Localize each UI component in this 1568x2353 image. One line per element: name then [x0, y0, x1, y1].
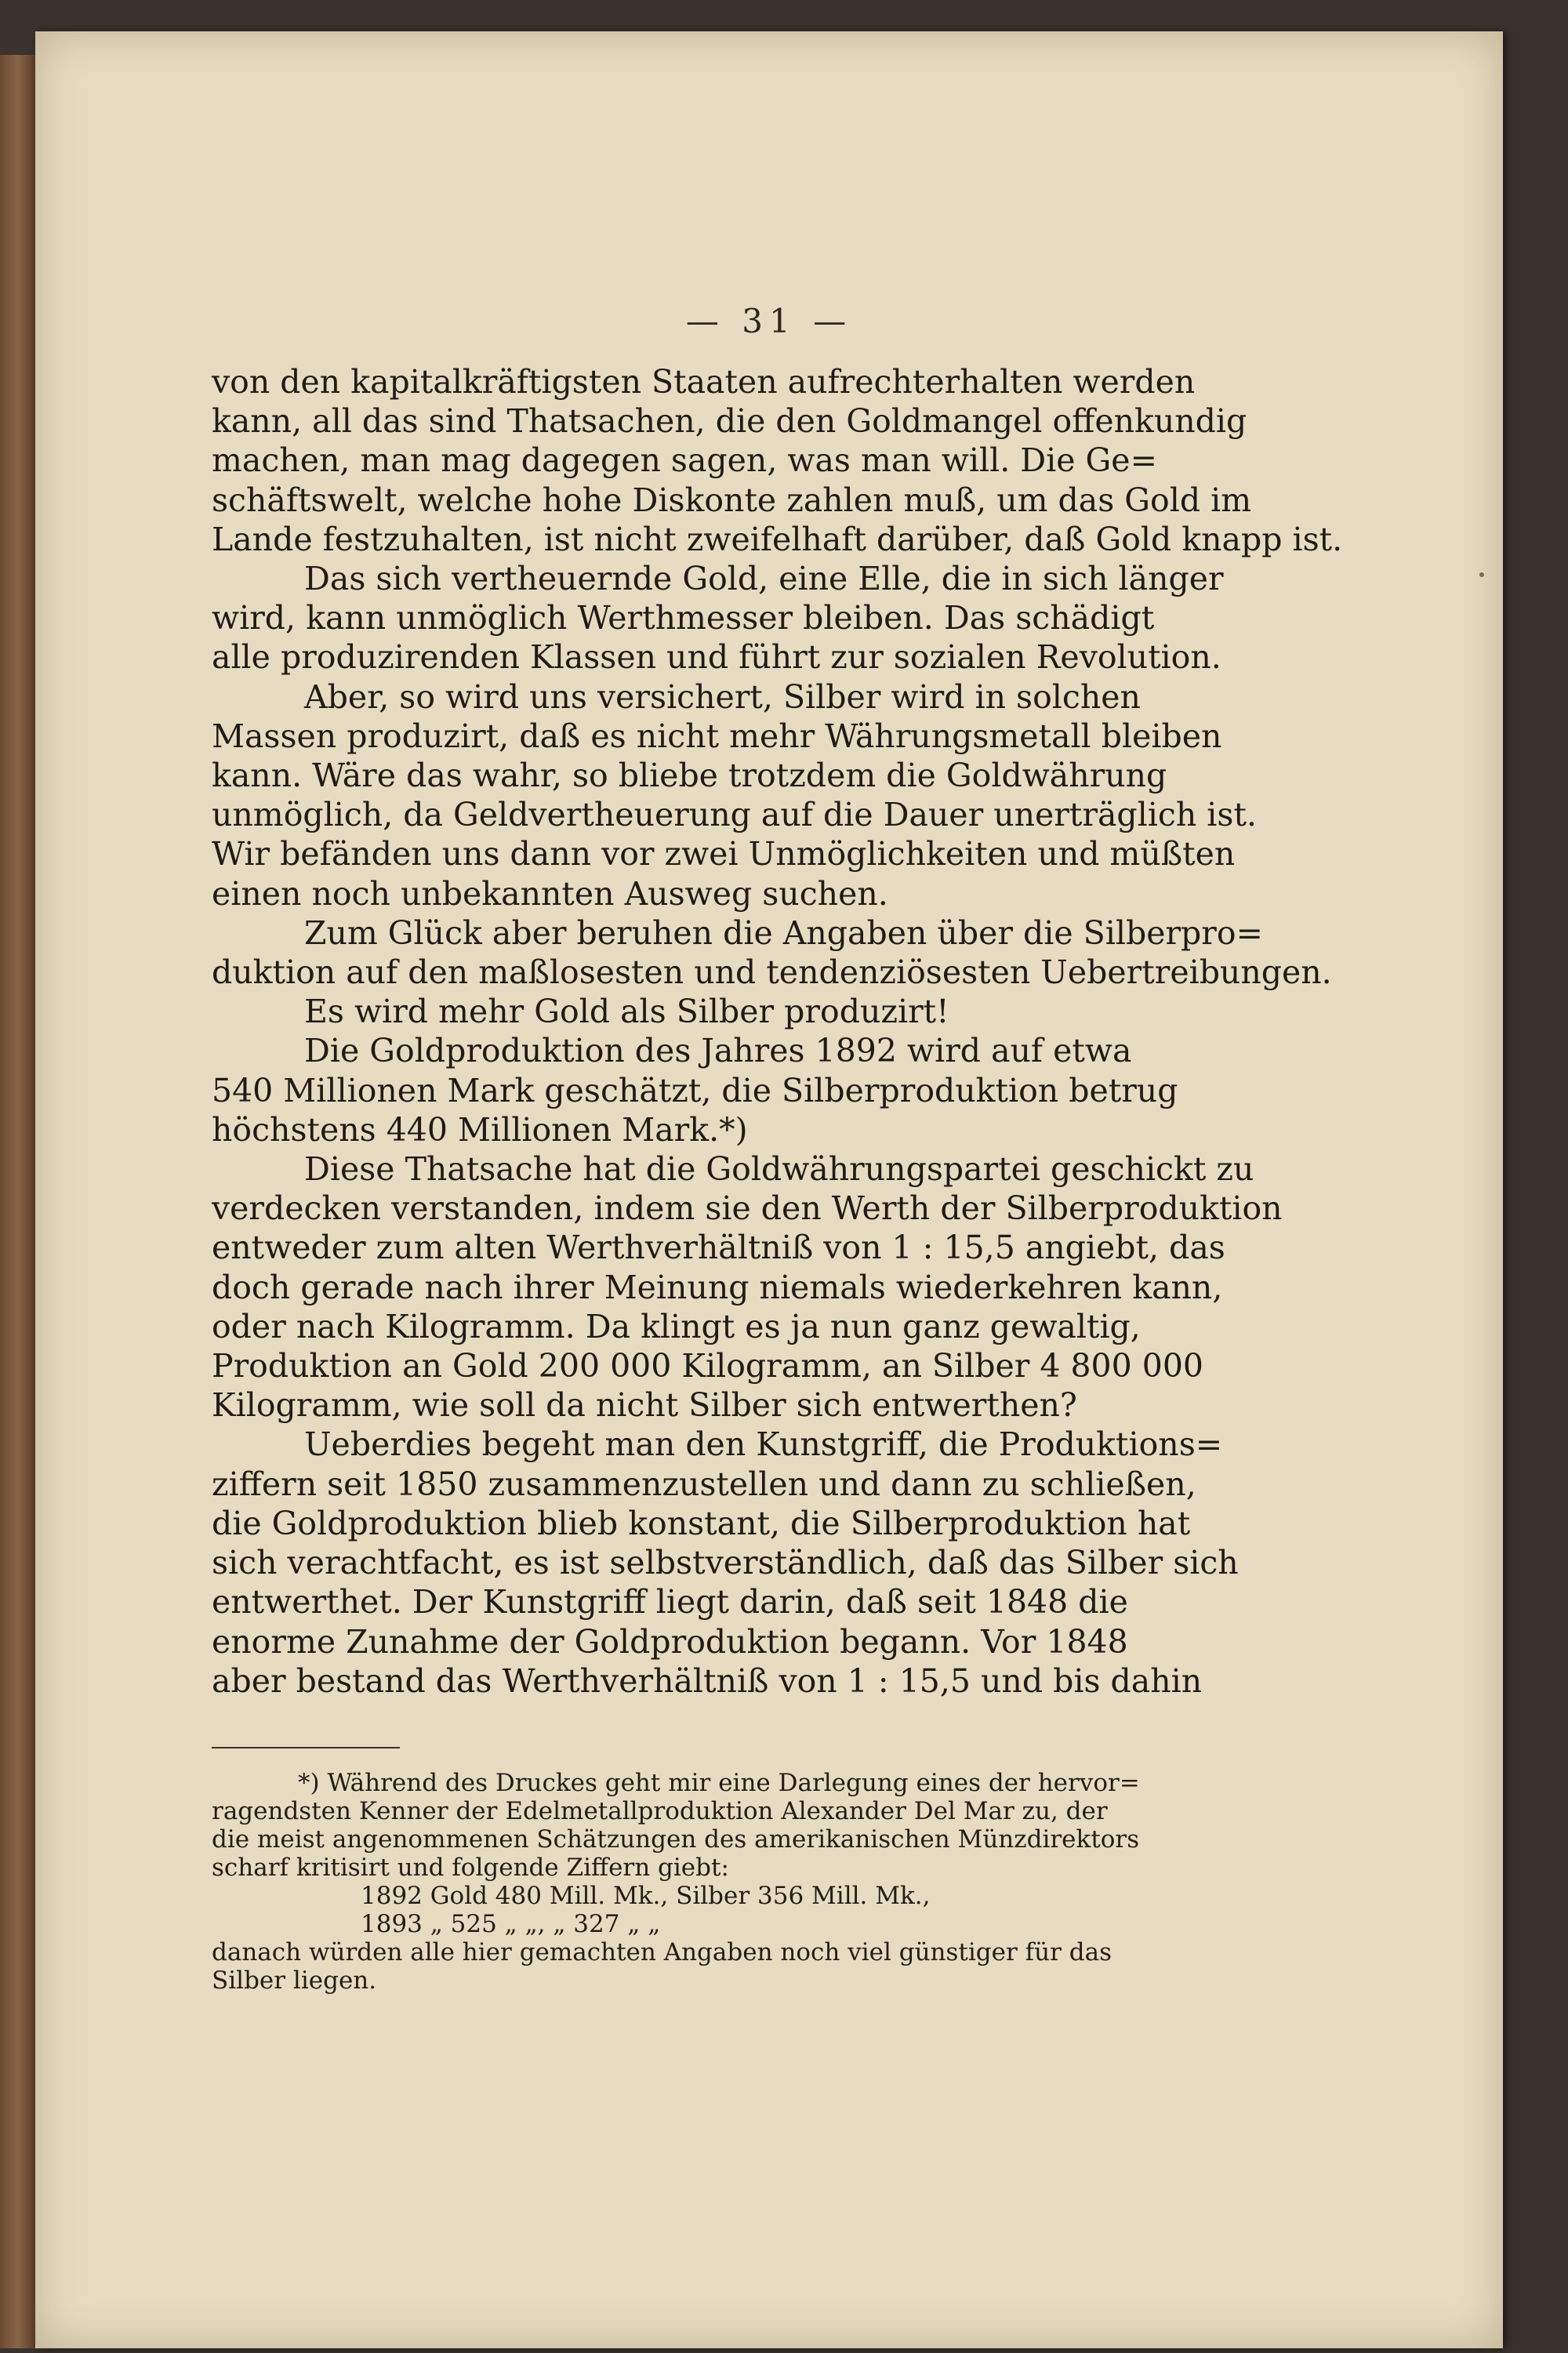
paper-speck [1479, 572, 1484, 577]
footnote-line: danach würden alle hier gemachten Angaben noch viel günstiger für das [212, 1938, 1112, 1966]
body-text [212, 362, 1343, 1701]
text-line: entwerthet. Der Kunstgriff liegt darin, daß seit 1848 die [212, 1583, 1128, 1621]
text-line: Produktion an Gold 200 000 Kilogramm, an Silber 4 800 000 [212, 1347, 1204, 1385]
text-line: aber bestand das Werthverhältniß von 1 : 15,5 und bis dahin [212, 1661, 1203, 1700]
text-line: 540 Millionen Mark geschätzt, die Silberproduktion betrug [212, 1071, 1178, 1109]
text-line: sich verachtfacht, es ist selbstverständlich, daß das Silber sich [212, 1544, 1239, 1582]
page-number: — 31 — [685, 302, 853, 340]
text-line: wird, kann unmöglich Werthmesser bleiben. Das schädigt [212, 599, 1155, 637]
text-line: machen, man mag dagegen sagen, was man will. Die Ge= [212, 441, 1157, 480]
text-line: die Goldproduktion blieb konstant, die Silberproduktion hat [212, 1504, 1191, 1542]
text-line: alle produzirenden Klassen und führt zur sozialen Revolution. [212, 638, 1221, 677]
footnote-rule [212, 1747, 400, 1748]
text-line: von den kapitalkräftigsten Staaten aufrechterhalten werden [212, 363, 1196, 401]
footnote-line: 1893 „ 525 „ „, „ 327 „ „ [361, 1910, 661, 1938]
text-line: Ueberdies begeht man den Kunstgriff, die Produktions= [304, 1425, 1223, 1464]
text-line: Aber, so wird uns versichert, Silber wird in solchen [304, 677, 1141, 716]
text-line: einen noch unbekannten Ausweg suchen. [212, 874, 888, 913]
book-spine [0, 55, 36, 2348]
text-line: höchstens 440 Millionen Mark.*) [212, 1110, 748, 1149]
text-line: Kilogramm, wie soll da nicht Silber sich entwerthen? [212, 1386, 1077, 1425]
text-line: kann. Wäre das wahr, so bliebe trotzdem die Goldwährung [212, 757, 1167, 795]
text-line: unmöglich, da Geldvertheuerung auf die Dauer unerträglich ist. [212, 796, 1257, 834]
footnote-line: scharf kritisirt und folgende Ziffern giebt: [212, 1854, 729, 1882]
footnote-line: 1892 Gold 480 Mill. Mk., Silber 356 Mill. Mk., [361, 1882, 931, 1910]
text-line: verdecken verstanden, indem sie den Werth der Silberproduktion [212, 1189, 1283, 1228]
text-line: Das sich vertheuernde Gold, eine Elle, die in sich länger [304, 560, 1224, 598]
text-line: enorme Zunahme der Goldproduktion begann. Vor 1848 [212, 1622, 1128, 1661]
text-line: oder nach Kilogramm. Da klingt es ja nun ganz gewaltig, [212, 1307, 1141, 1345]
text-line: ziffern seit 1850 zusammenzustellen und dann zu schließen, [212, 1465, 1196, 1503]
text-line: Zum Glück aber beruhen die Angaben über die Silberpro= [304, 913, 1263, 952]
text-line: Die Goldproduktion des Jahres 1892 wird auf etwa [304, 1032, 1132, 1070]
text-line: schäftswelt, welche hohe Diskonte zahlen muß, um das Gold im [212, 481, 1252, 519]
text-line: kann, all das sind Thatsachen, die den Goldmangel offenkundig [212, 402, 1247, 441]
text-line: Massen produzirt, daß es nicht mehr Währungsmetall bleiben [212, 717, 1222, 755]
text-line: entweder zum alten Werthverhältniß von 1 : 15,5 angiebt, das [212, 1229, 1225, 1267]
footnote-line: Silber liegen. [212, 1966, 377, 1995]
text-line: Es wird mehr Gold als Silber produzirt! [304, 993, 949, 1031]
text-line: Lande festzuhalten, ist nicht zweifelhaft darüber, daß Gold knapp ist. [212, 520, 1343, 558]
text-line: Diese Thatsache hat die Goldwährungspartei geschickt zu [304, 1150, 1254, 1189]
text-line: Wir befänden uns dann vor zwei Unmöglichkeiten und müßten [212, 835, 1236, 873]
footnote-line: ragendsten Kenner der Edelmetallproduktion Alexander Del Mar zu, der [212, 1797, 1108, 1825]
footnote-line: die meist angenommenen Schätzungen des amerikanischen Münzdirektors [212, 1825, 1140, 1854]
footnote-line: *) Während des Druckes geht mir eine Darlegung eines der hervor= [298, 1769, 1140, 1797]
text-line: duktion auf den maßlosesten und tendenziösesten Uebertreibungen. [212, 953, 1332, 992]
footnote [212, 1769, 1219, 1995]
text-line: doch gerade nach ihrer Meinung niemals wiederkehren kann, [212, 1268, 1223, 1306]
